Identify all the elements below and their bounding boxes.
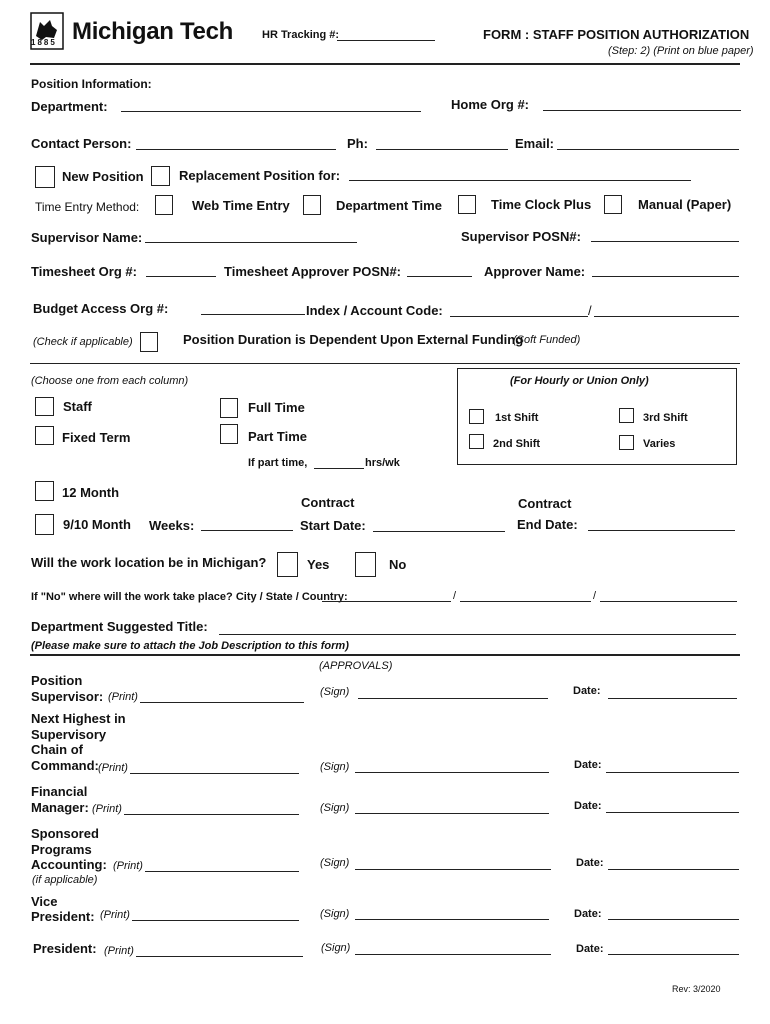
end-date-field[interactable] xyxy=(588,530,735,531)
full-time-label: Full Time xyxy=(248,400,305,415)
account-code-field[interactable] xyxy=(594,316,739,317)
supervisor-print-label: (Print) xyxy=(108,691,138,703)
sponsored-label-line1: Sponsored xyxy=(31,826,99,841)
supervisor-date-field[interactable] xyxy=(608,698,737,699)
president-date-field[interactable] xyxy=(608,954,739,955)
vp-print-field[interactable] xyxy=(132,920,299,921)
twelve-month-label: 12 Month xyxy=(62,485,120,500)
varies-shift-checkbox[interactable] xyxy=(619,435,634,450)
country-field[interactable] xyxy=(600,601,737,602)
home-org-field[interactable] xyxy=(543,110,741,111)
vp-sign-field[interactable] xyxy=(355,919,549,920)
end-date-label: End Date: xyxy=(517,517,578,532)
sponsored-date-label: Date: xyxy=(576,857,604,869)
part-time-checkbox[interactable] xyxy=(220,424,238,444)
suggested-title-label: Department Suggested Title: xyxy=(31,619,208,634)
university-logo-text: Michigan Tech xyxy=(72,18,234,45)
timesheet-approver-label: Timesheet Approver POSN#: xyxy=(224,264,401,279)
index-code-field[interactable] xyxy=(450,316,588,317)
weeks-label: Weeks: xyxy=(149,518,195,533)
if-no-location-label: If "No" where will the work take place? City / State / Country: xyxy=(31,591,348,603)
approvals-heading: (APPROVALS) xyxy=(319,660,393,672)
approver-name-label: Approver Name: xyxy=(484,264,586,279)
second-shift-label: 2nd Shift xyxy=(493,438,541,450)
financial-print-field[interactable] xyxy=(124,814,299,815)
revision-label: Rev: 3/2020 xyxy=(672,984,721,994)
timesheet-org-label: Timesheet Org #: xyxy=(31,264,137,279)
next-highest-label-line1: Next Highest in xyxy=(31,711,126,726)
next-highest-sign-label: (Sign) xyxy=(320,761,350,773)
department-time-label: Department Time xyxy=(336,198,442,213)
hours-per-week-field[interactable] xyxy=(314,468,364,469)
president-sign-field[interactable] xyxy=(355,954,551,955)
next-highest-label-line3: Chain of xyxy=(31,742,83,757)
contact-person-field[interactable] xyxy=(136,149,336,150)
part-time-label: Part Time xyxy=(248,429,308,444)
phone-label: Ph: xyxy=(347,136,368,151)
step-note: (Step: 2) (Print on blue paper) xyxy=(608,45,754,57)
new-position-label: New Position xyxy=(62,169,144,184)
sponsored-sign-field[interactable] xyxy=(355,869,551,870)
president-sign-label: (Sign) xyxy=(321,942,351,954)
if-part-time-label: If part time, xyxy=(248,457,308,469)
check-if-applicable-note: (Check if applicable) xyxy=(33,336,133,348)
home-org-label: Home Org #: xyxy=(451,97,530,112)
budget-access-field[interactable] xyxy=(201,314,305,315)
time-entry-label: Time Entry Method: xyxy=(35,200,140,214)
time-clock-plus-label: Time Clock Plus xyxy=(491,197,592,212)
state-country-separator: / xyxy=(593,590,597,602)
vp-print-label: (Print) xyxy=(100,909,130,921)
financial-print-label: (Print) xyxy=(92,803,122,815)
twelve-month-checkbox[interactable] xyxy=(35,481,54,501)
third-shift-label: 3rd Shift xyxy=(643,412,688,424)
replacement-position-field[interactable] xyxy=(349,180,691,181)
supervisor-print-field[interactable] xyxy=(140,702,304,703)
email-label: Email: xyxy=(515,136,555,151)
budget-access-label: Budget Access Org #: xyxy=(33,301,169,316)
department-label: Department: xyxy=(31,99,108,114)
fixed-term-label: Fixed Term xyxy=(62,430,131,445)
weeks-field[interactable] xyxy=(201,530,293,531)
michigan-location-question: Will the work location be in Michigan? xyxy=(31,555,267,570)
suggested-title-field[interactable] xyxy=(219,634,736,635)
hourly-union-note: (For Hourly or Union Only) xyxy=(510,375,649,387)
web-time-entry-checkbox[interactable] xyxy=(155,195,173,215)
logo-year: 1885 xyxy=(31,38,57,47)
contract-start-heading: Contract xyxy=(301,495,355,510)
vp-sign-label: (Sign) xyxy=(320,908,350,920)
supervisor-sign-field[interactable] xyxy=(358,698,548,699)
vp-date-field[interactable] xyxy=(608,919,739,920)
hr-tracking-field[interactable] xyxy=(337,40,435,41)
vice-president-label-line2: President: xyxy=(31,909,95,924)
replacement-position-checkbox[interactable] xyxy=(151,166,170,186)
index-account-label: Index / Account Code: xyxy=(306,303,443,318)
third-shift-checkbox[interactable] xyxy=(619,408,634,423)
index-account-separator: / xyxy=(588,303,592,318)
position-supervisor-label-line1: Position xyxy=(31,673,83,688)
supervisor-posn-field[interactable] xyxy=(591,241,739,242)
timesheet-approver-field[interactable] xyxy=(407,276,472,277)
hr-tracking-label: HR Tracking #: xyxy=(262,29,340,41)
location-yes-checkbox[interactable] xyxy=(277,552,298,577)
vice-president-label-line1: Vice xyxy=(31,894,58,909)
contact-person-label: Contact Person: xyxy=(31,136,132,151)
choose-one-note: (Choose one from each column) xyxy=(31,375,189,387)
supervisor-name-field[interactable] xyxy=(145,242,357,243)
sponsored-print-field[interactable] xyxy=(145,871,299,872)
department-time-checkbox[interactable] xyxy=(303,195,321,215)
form-title: FORM : STAFF POSITION AUTHORIZATION xyxy=(483,27,750,42)
next-highest-print-label: (Print) xyxy=(98,762,128,774)
first-shift-checkbox[interactable] xyxy=(469,409,484,424)
state-field[interactable] xyxy=(460,601,591,602)
next-highest-sign-field[interactable] xyxy=(355,772,549,773)
position-info-heading: Position Information: xyxy=(31,77,152,91)
financial-manager-label-line2: Manager: xyxy=(31,800,89,815)
start-date-field[interactable] xyxy=(373,531,505,532)
sponsored-date-field[interactable] xyxy=(608,869,739,870)
manual-paper-label: Manual (Paper) xyxy=(638,197,732,212)
email-field[interactable] xyxy=(557,149,739,150)
timesheet-org-field[interactable] xyxy=(146,276,216,277)
nine-ten-month-checkbox[interactable] xyxy=(35,514,54,535)
sponsored-sign-label: (Sign) xyxy=(320,857,350,869)
next-highest-label-line2: Supervisory xyxy=(31,727,107,742)
staff-checkbox[interactable] xyxy=(35,397,54,416)
job-description-note: (Please make sure to attach the Job Description to this form) xyxy=(31,640,349,652)
financial-date-label: Date: xyxy=(574,800,602,812)
city-field[interactable] xyxy=(322,601,451,602)
start-date-label: Start Date: xyxy=(300,518,366,533)
sponsored-print-label: (Print) xyxy=(113,860,143,872)
position-supervisor-label-line2: Supervisor: xyxy=(31,689,104,704)
staff-label: Staff xyxy=(63,399,92,414)
sponsored-if-applicable-note: (if applicable) xyxy=(32,874,98,886)
web-time-entry-label: Web Time Entry xyxy=(192,198,290,213)
department-field[interactable] xyxy=(121,111,421,112)
nine-ten-month-label: 9/10 Month xyxy=(63,517,131,532)
next-highest-print-field[interactable] xyxy=(130,773,299,774)
supervisor-name-label: Supervisor Name: xyxy=(31,230,143,245)
approver-name-field[interactable] xyxy=(592,276,739,277)
contract-end-heading: Contract xyxy=(518,496,572,511)
location-no-label: No xyxy=(389,557,407,572)
header-divider xyxy=(30,63,740,65)
president-label: President: xyxy=(33,941,97,956)
next-highest-date-field[interactable] xyxy=(606,772,739,773)
supervisor-posn-label: Supervisor POSN#: xyxy=(461,229,581,244)
supervisor-sign-label: (Sign) xyxy=(320,686,350,698)
first-shift-label: 1st Shift xyxy=(495,412,539,424)
president-print-label: (Print) xyxy=(104,945,134,957)
next-highest-date-label: Date: xyxy=(574,759,602,771)
hrs-wk-label: hrs/wk xyxy=(365,457,400,469)
location-no-checkbox[interactable] xyxy=(355,552,376,577)
vp-date-label: Date: xyxy=(574,908,602,920)
varies-shift-label: Varies xyxy=(643,438,676,450)
fixed-term-checkbox[interactable] xyxy=(35,426,54,445)
next-highest-label-line4: Command: xyxy=(31,758,99,773)
financial-sign-label: (Sign) xyxy=(320,802,350,814)
full-time-checkbox[interactable] xyxy=(220,398,238,418)
new-position-checkbox[interactable] xyxy=(35,166,55,188)
title-divider xyxy=(30,654,740,656)
soft-funded-note: (Soft Funded) xyxy=(513,334,581,346)
president-date-label: Date: xyxy=(576,943,604,955)
external-funding-label: Position Duration is Dependent Upon External Funding xyxy=(183,332,524,347)
replacement-position-label: Replacement Position for: xyxy=(179,168,341,183)
external-funding-checkbox[interactable] xyxy=(140,332,158,352)
second-shift-checkbox[interactable] xyxy=(469,434,484,449)
manual-paper-checkbox[interactable] xyxy=(604,195,622,214)
phone-field[interactable] xyxy=(376,149,508,150)
position-info-divider xyxy=(30,363,740,364)
supervisor-date-label: Date: xyxy=(573,685,601,697)
financial-sign-field[interactable] xyxy=(355,813,549,814)
financial-date-field[interactable] xyxy=(606,812,739,813)
location-yes-label: Yes xyxy=(307,557,330,572)
time-clock-plus-checkbox[interactable] xyxy=(458,195,476,214)
financial-manager-label-line1: Financial xyxy=(31,784,88,799)
city-state-separator: / xyxy=(453,590,457,602)
sponsored-label-line3: Accounting: xyxy=(31,857,107,872)
president-print-field[interactable] xyxy=(136,956,303,957)
sponsored-label-line2: Programs xyxy=(31,842,92,857)
